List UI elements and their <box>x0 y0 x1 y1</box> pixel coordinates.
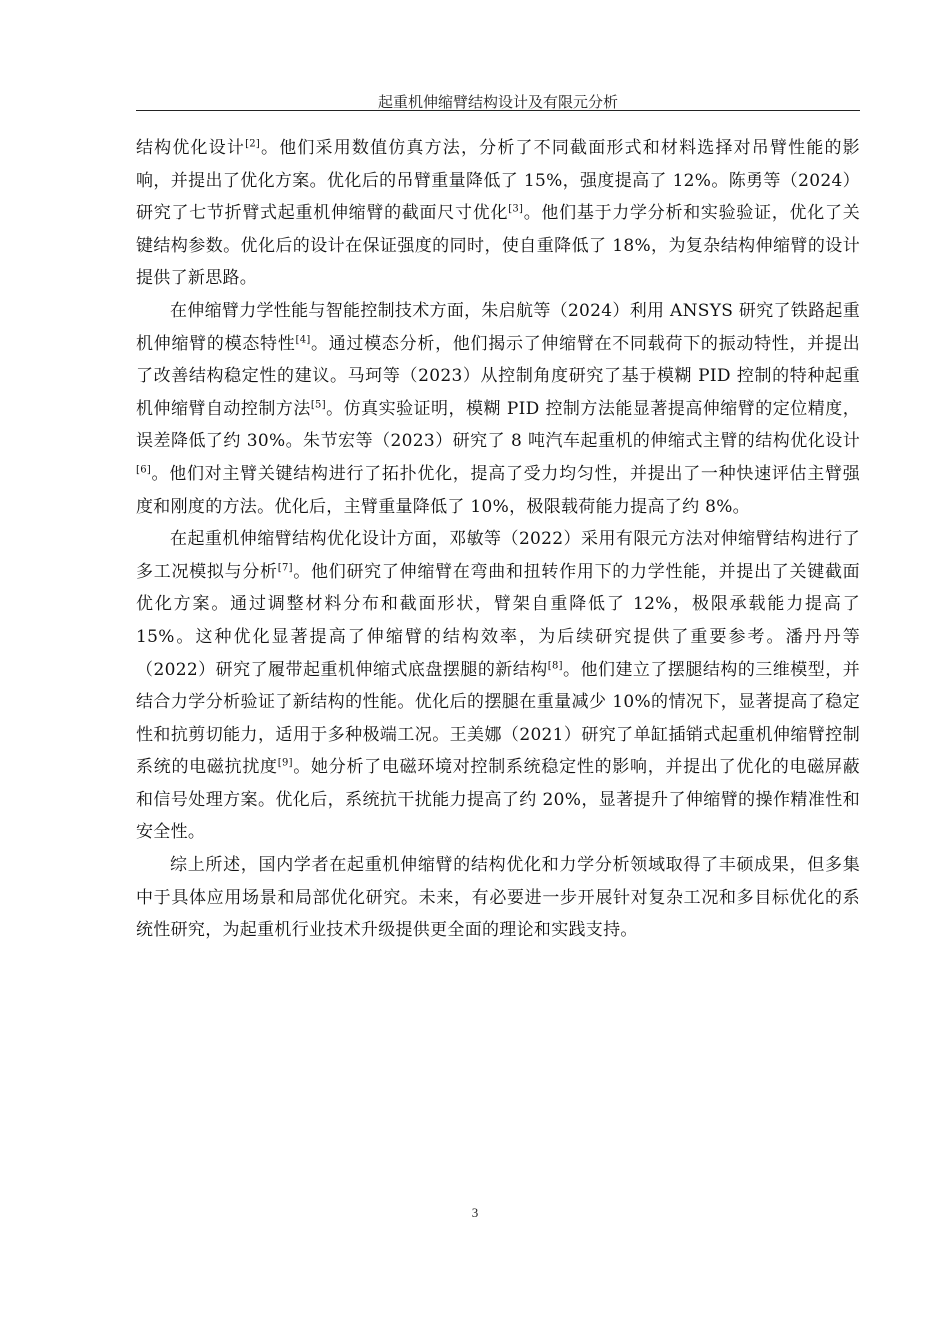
citation-ref: [8] <box>547 660 563 671</box>
paragraph-2 <box>136 295 860 523</box>
paragraph-text: 。他们基于力学分析和实验验证，优化了关键结构参数。优化后的设计在保证强度的同时，使自重降低了 18%，为复杂结构伸缩臂的设计提供了新思路。 <box>136 203 860 289</box>
paragraph-text: 。他们采用数值仿真方法，分析了不同截面形式和材料选择对吊臂性能的影响，并提出了优化方案。优化后的吊臂重量降低了 15%，强度提高了 12%。陈勇等（2024）研究了七节折臂式起重机伸缩臂的截面尺寸优化 <box>136 138 860 224</box>
paragraph-text: 在起重机伸缩臂结构优化设计方面，邓敏等（2022）采用有限元方法对伸缩臂结构进行了多工况模拟与分析 <box>136 529 860 582</box>
paragraph-3 <box>136 523 860 849</box>
citation-ref: [6] <box>136 464 152 476</box>
citation-ref: [3] <box>508 203 524 215</box>
citation-ref: [9] <box>277 757 293 769</box>
citation-ref: [4] <box>295 334 311 346</box>
paragraph-text: 在伸缩臂力学性能与智能控制技术方面，朱启航等（2024）利用 ANSYS 研究了铁路起重机伸缩臂的模态特性 <box>136 300 860 354</box>
paragraph-1 <box>136 132 860 295</box>
citation-ref: [7] <box>277 562 293 574</box>
body-text <box>136 132 860 947</box>
header-rule <box>136 110 860 111</box>
paragraph-text: 。他们对主臂关键结构进行了拓扑优化，提高了受力均匀性，并提出了一种快速评估主臂强度和刚度的方法。优化后，主臂重量降低了 10%，极限载荷能力提高了约 8%。 <box>136 463 860 517</box>
paragraph-4 <box>136 849 860 947</box>
paragraph-text: 综上所述，国内学者在起重机伸缩臂的结构优化和力学分析领域取得了丰硕成果，但多集中于具体应用场景和局部优化研究。未来，有必要进一步开展针对复杂工况和多目标优化的系统性研究，为起重机行业技术升级提供更全面的理论和实践支持。 <box>136 855 860 941</box>
citation-ref: [2] <box>245 138 261 150</box>
paragraph-text: 。他们研究了伸缩臂在弯曲和扭转作用下的力学性能，并提出了关键截面优化方案。通过调整材料分布和截面形状，臂架自重降低了 12%，极限承载能力提高了 15%。这种优化显著提高了伸缩臂的结构效率，为后续研究提供了重要参考。潘丹丹等（2022）研究了履带起重机伸缩式底盘摆腿的新结构 <box>136 561 860 680</box>
paragraph-text: 。仿真实验证明，模糊 PID 控制方法能显著提高伸缩臂的定位精度，误差降低了约 30%。朱节宏等（2023）研究了 8 吨汽车起重机的伸缩式主臂的结构优化设计 <box>136 398 860 452</box>
paragraph-text: 。她分析了电磁环境对控制系统稳定性的影响，并提出了优化的电磁屏蔽和信号处理方案。优化后，系统抗干扰能力提高了约 20%，显著提升了伸缩臂的操作精准性和安全性。 <box>136 757 860 843</box>
paragraph-text: 。通过模态分析，他们揭示了伸缩臂在不同载荷下的振动特性，并提出了改善结构稳定性的建议。马珂等（2023）从控制角度研究了基于模糊 PID 控制的特种起重机伸缩臂自动控制方法 <box>136 333 860 419</box>
paragraph-text: 结构优化设计 <box>136 138 246 158</box>
running-header: 起重机伸缩臂结构设计及有限元分析 <box>377 93 618 111</box>
citation-ref: [5] <box>310 399 326 411</box>
page-number: 3 <box>471 1205 479 1220</box>
paragraph-text: 。他们建立了摆腿结构的三维模型，并结合力学分析验证了新结构的性能。优化后的摆腿在重量减少 10%的情况下，显著提高了稳定性和抗剪切能力，适用于多种极端工况。王美娜（2021）研究了单缸插销式起重机伸缩臂控制系统的电磁抗扰度 <box>136 659 860 778</box>
